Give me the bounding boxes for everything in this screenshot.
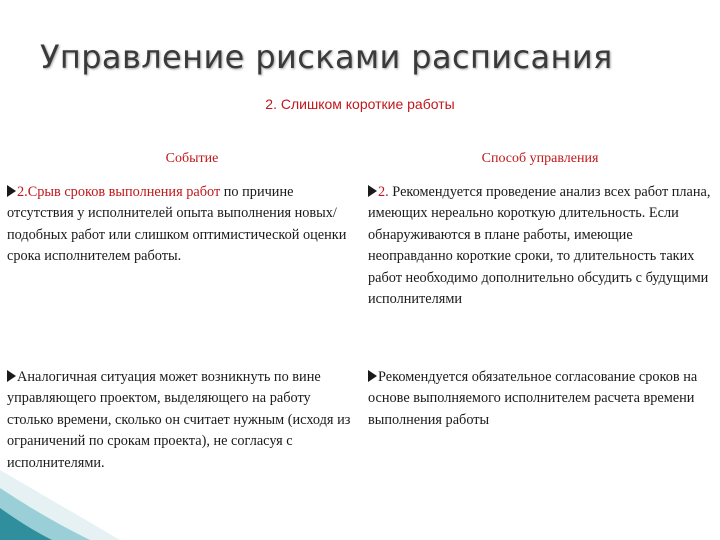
arrow-bullet-icon	[368, 370, 377, 382]
row-2-method-cell	[368, 367, 714, 431]
corner-decoration	[0, 450, 120, 540]
row-1-event-highlight: 2.Срыв сроков выполнения работ	[17, 184, 221, 200]
row-1-method-number: 2.	[378, 184, 389, 200]
arrow-bullet-icon	[7, 185, 16, 197]
row-2-event-text: Аналогичная ситуация может возникнуть по вине управляющего проектом, выделяющего на работу столько времени, сколько он считает нужным (исходя из ограничений по срокам проекта), не согласуя с исполнителями.	[7, 369, 351, 471]
row-1-event-text: по причине отсутствия у исполнителей опыта выполнения новых/подобных работ или слишком оптимистической оценки срока исполнителем работы.	[7, 184, 347, 265]
arrow-bullet-icon	[368, 185, 377, 197]
column-header-method: Способ управления	[481, 151, 599, 166]
row-1-method-cell	[368, 182, 714, 310]
slide-title: Управление рисками расписания	[40, 38, 613, 76]
row-2-method-text: Рекомендуется обязательное согласование сроков на основе выполняемого исполнителем расчета времени выполнения работы	[368, 369, 698, 428]
row-1-method-text: Рекомендуется проведение анализ всех работ плана, имеющих нереально короткую длительность. Если обнаруживаются в плане работы, имеющие неоправданно короткие сроки, то длительность таких работ необходимо дополнительно обсудить с будущими исполнителями	[368, 184, 711, 308]
row-1-event-cell	[7, 182, 359, 268]
column-header-event: Событие	[165, 151, 219, 166]
arrow-bullet-icon	[7, 370, 16, 382]
slide-subtitle: 2. Слишком короткие работы	[265, 96, 455, 112]
